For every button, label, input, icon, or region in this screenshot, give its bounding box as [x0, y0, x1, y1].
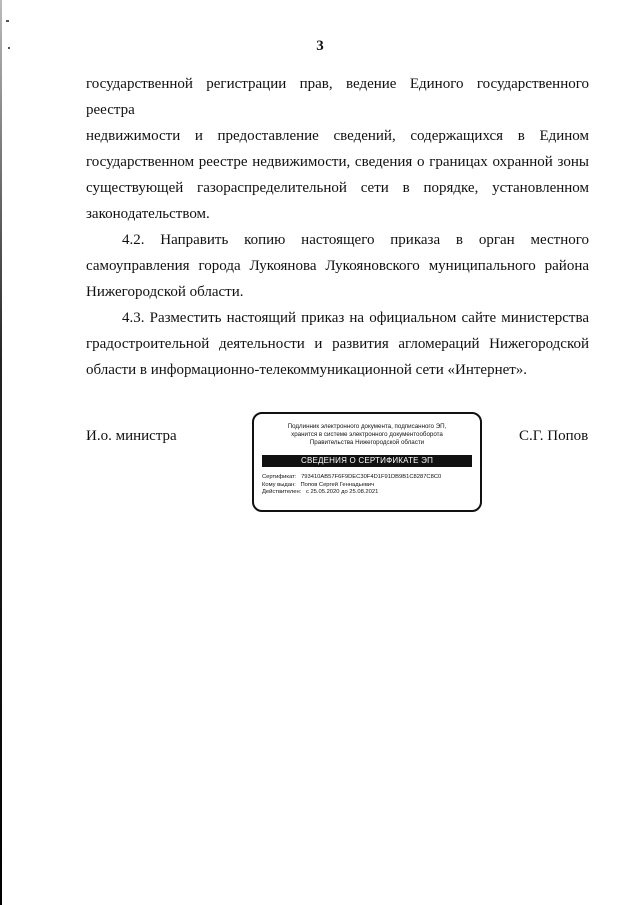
- stamp-header-line: Подлинник электронного документа, подписанного ЭП,: [287, 423, 447, 430]
- scan-speck: [6, 20, 9, 22]
- signer-position: И.о. министра: [86, 428, 177, 444]
- document-body: [86, 71, 589, 383]
- text-line: существующей газораспределительной сети в порядке, установленном: [86, 180, 589, 196]
- valid-value: с 25.05.2020 до 25.08.2021: [305, 489, 379, 495]
- text-line: государственном реестре недвижимости, сведения о границах охранной зоны: [86, 154, 589, 170]
- text-line: самоуправления города Лукоянова Лукояновского муниципального района: [86, 258, 589, 274]
- certificate-label: Сертификат:: [262, 474, 297, 480]
- stamp-issued-to-row: [262, 482, 472, 490]
- text-line: области в информационно-телекоммуникационной сети «Интернет».: [86, 362, 528, 378]
- electronic-signature-stamp: [252, 412, 482, 512]
- text-line: градостроительной деятельности и развития агломераций Нижегородской: [86, 336, 589, 352]
- paragraph-4-3: [86, 305, 589, 331]
- text-line: недвижимости и предоставление сведений, содержащихся в Едином: [86, 128, 589, 144]
- paragraph-registration: [86, 71, 589, 227]
- stamp-header-line: Правительства Нижегородской области: [309, 439, 425, 446]
- paragraph-4-2-cont: [86, 253, 589, 305]
- issued-to-value: Попов Сергей Геннадьевич: [300, 481, 375, 488]
- stamp-valid-row: [262, 489, 472, 497]
- issued-to-label: Кому выдан:: [262, 481, 296, 488]
- stamp-header: [254, 423, 480, 447]
- signer-name: С.Г. Попов: [519, 428, 589, 444]
- page-number: 3: [316, 38, 324, 54]
- text-line: Нижегородской области.: [86, 284, 244, 300]
- text-line: 4.3. Разместить настоящий приказ на официальном сайте министерства: [122, 310, 589, 326]
- stamp-details: [262, 474, 472, 497]
- valid-label: Действителен:: [262, 489, 302, 495]
- text-line: 4.2. Направить копию настоящего приказа в орган местного: [122, 232, 589, 248]
- text-line: государственной регистрации прав, ведение Единого государственного реестра: [86, 76, 589, 118]
- paragraph-4-3-cont: [86, 331, 589, 383]
- stamp-certificate-title: СВЕДЕНИЯ О СЕРТИФИКАТЕ ЭП: [262, 455, 472, 467]
- scan-edge-line: [0, 0, 2, 905]
- stamp-certificate-row: [262, 474, 472, 482]
- stamp-header-line: хранится в системе электронного документооборота: [291, 431, 443, 438]
- paragraph-4-2: [86, 227, 589, 253]
- certificate-value: 793410AB57F6F9DEC30F4D1F91DB9B1C8287C8C0: [301, 474, 442, 480]
- text-line: законодательством.: [86, 206, 210, 222]
